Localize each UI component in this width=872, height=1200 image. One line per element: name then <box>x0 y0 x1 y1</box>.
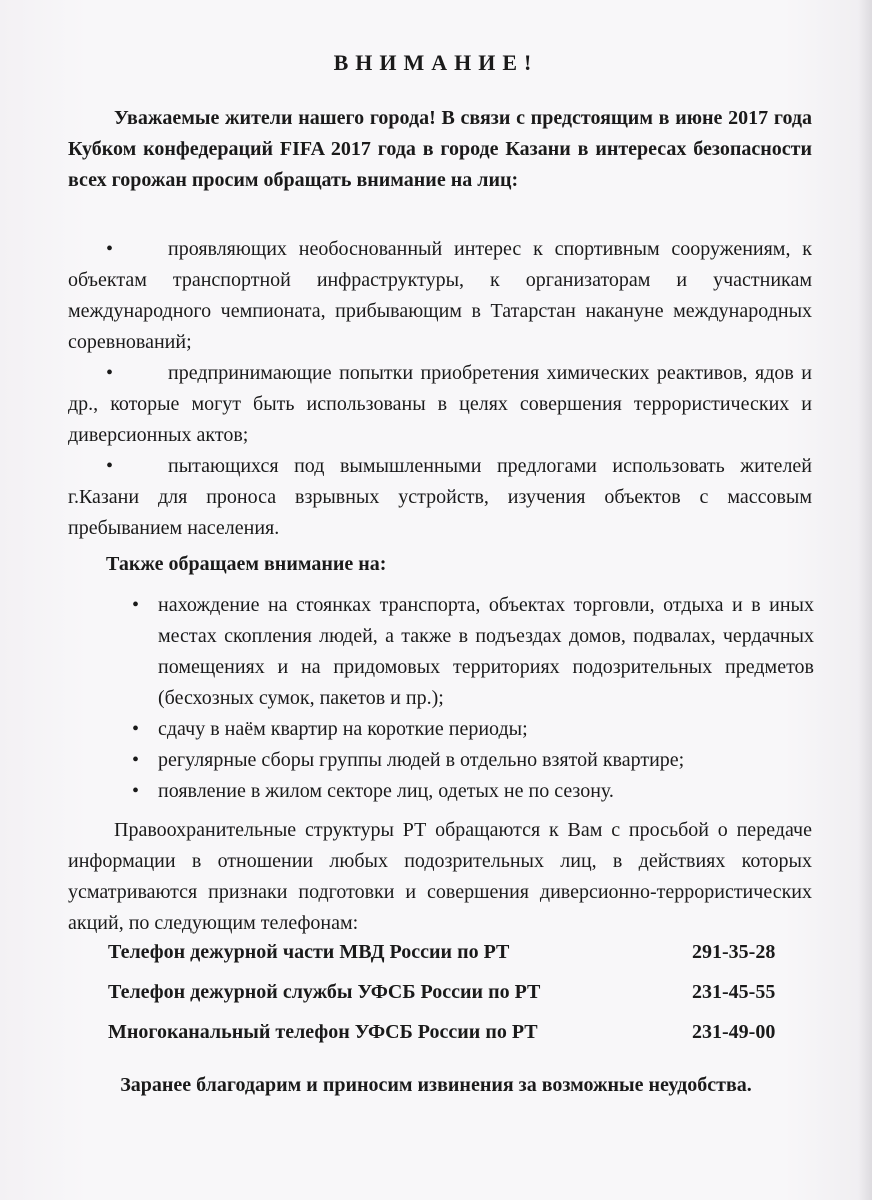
also-item <box>130 590 814 714</box>
phone-row <box>108 981 808 1021</box>
bullet-icon: • <box>132 594 140 616</box>
bullet-icon: • <box>106 362 114 384</box>
person-item-text: проявляющих необоснованный интерес к спортивным сооружениям, к объектам транспортной инфраструктуры, к организаторам и участникам международного чемпионата, прибывающим в Татарстан накануне международных соревнований; <box>68 238 812 353</box>
also-heading: Также обращаем внимание на: <box>106 553 387 575</box>
person-item-1 <box>68 234 812 358</box>
also-item-text: появление в жилом секторе лиц, одетых не по сезону. <box>158 780 614 802</box>
phone-row <box>108 1021 808 1061</box>
appeal-paragraph: Правоохранительные структуры РТ обращаются к Вам с просьбой о передаче информации в отношении любых подозрительных лиц, в действиях которых усматриваются признаки подготовки и совершения диверсионно-террористических акций, по следующим телефонам: <box>68 819 812 934</box>
phone-label: Телефон дежурной службы УФСБ России по РТ <box>108 981 541 1003</box>
intro-paragraph: Уважаемые жители нашего города! В связи с предстоящим в июне 2017 года Кубком конфедераций FIFA 2017 года в городе Казани в интересах безопасности всех горожан просим обращать внимание на лиц: <box>68 107 812 191</box>
phone-number: 231-45-55 <box>692 981 776 1003</box>
also-item <box>130 745 814 776</box>
bullet-icon: • <box>106 238 114 260</box>
phone-label: Многоканальный телефон УФСБ России по РТ <box>108 1021 538 1043</box>
also-item-text: нахождение на стоянках транспорта, объектах торговли, отдыха и в иных местах скопления людей, а также в подъездах домов, подвалах, чердачных помещениях и на придомовых территориях подозрительных предметов (бесхозных сумок, пакетов и пр.); <box>158 594 814 709</box>
also-item <box>130 776 814 807</box>
phone-list <box>108 941 808 1061</box>
also-item-text: регулярные сборы группы людей в отдельно взятой квартире; <box>158 749 685 771</box>
also-list <box>130 590 814 807</box>
phone-row <box>108 941 808 981</box>
also-item-text: сдачу в наём квартир на короткие периоды; <box>158 718 528 740</box>
person-item-3 <box>68 451 812 544</box>
person-item-2 <box>68 358 812 451</box>
closing-line: Заранее благодарим и приносим извинения за возможные неудобства. <box>120 1074 752 1096</box>
phone-number: 291-35-28 <box>692 941 776 963</box>
phone-label: Телефон дежурной части МВД России по РТ <box>108 941 510 963</box>
also-item <box>130 714 814 745</box>
phone-number: 231-49-00 <box>692 1021 776 1043</box>
person-item-text: предпринимающие попытки приобретения химических реактивов, ядов и др., которые могут быть использованы в целях совершения террористических и диверсионных актов; <box>68 362 812 446</box>
bullet-icon: • <box>132 749 140 771</box>
bullet-icon: • <box>132 718 140 740</box>
paper-edge-shadow <box>858 0 872 1200</box>
notice-title: ВНИМАНИЕ! <box>333 50 539 75</box>
bullet-icon: • <box>106 455 114 477</box>
person-item-text: пытающихся под вымышленными предлогами использовать жителей г.Казани для проноса взрывных устройств, изучения объектов с массовым пребыванием населения. <box>68 455 812 539</box>
bullet-icon: • <box>132 780 140 802</box>
